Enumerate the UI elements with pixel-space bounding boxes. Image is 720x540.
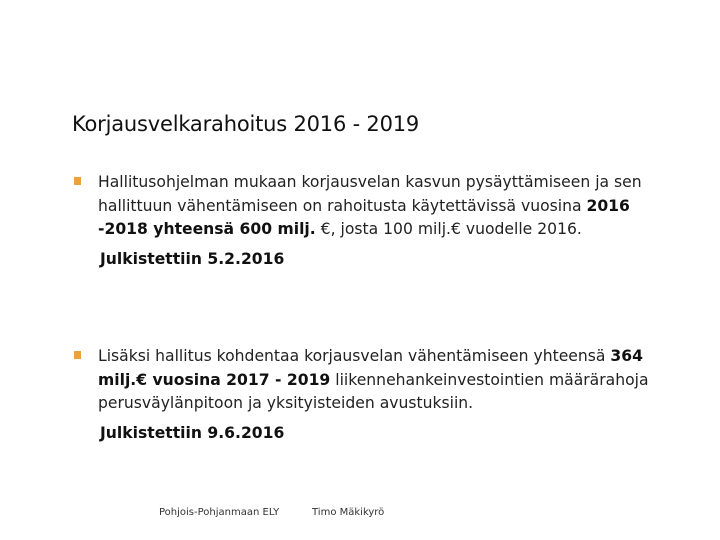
bullet-text: [98, 345, 672, 416]
bullet-text-part: Lisäksi hallitus kohdentaa korjausvelan vähentämiseen yhteensä: [98, 347, 611, 365]
slide-title: Korjausvelkarahoitus 2016 - 2019: [72, 112, 420, 136]
footer-author: Timo Mäkikyrö: [312, 507, 385, 518]
footer-organization: Pohjois-Pohjanmaan ELY: [159, 507, 280, 518]
bullet-item: [72, 345, 672, 444]
bullet-square-icon: [74, 177, 81, 185]
bullet-text-part: €, josta 100 milj.€ vuodelle 2016.: [315, 220, 582, 238]
bullet-bold-text: 2016 -2018 yhteensä 600 milj.: [98, 196, 630, 238]
bullet-text: [98, 171, 672, 242]
bullet-square-icon: [74, 351, 81, 359]
bullet-bold-text: 364 milj.€ vuosina 2017 - 2019: [98, 347, 643, 389]
bullet-text-part: Hallitusohjelman mukaan korjausvelan kasvun pysäyttämiseen ja sen hallittuun vähentämiseen on rahoitusta käytettävissä vuosina: [98, 173, 642, 215]
bullet-item: [72, 171, 672, 270]
published-date: Julkistettiin 5.2.2016: [100, 249, 285, 268]
published-date: Julkistettiin 9.6.2016: [100, 423, 285, 442]
bullet-text-part: liikennehankeinvestointien määrärahoja perusväylänpitoon ja yksityisteiden avustuksiin.: [98, 370, 649, 412]
